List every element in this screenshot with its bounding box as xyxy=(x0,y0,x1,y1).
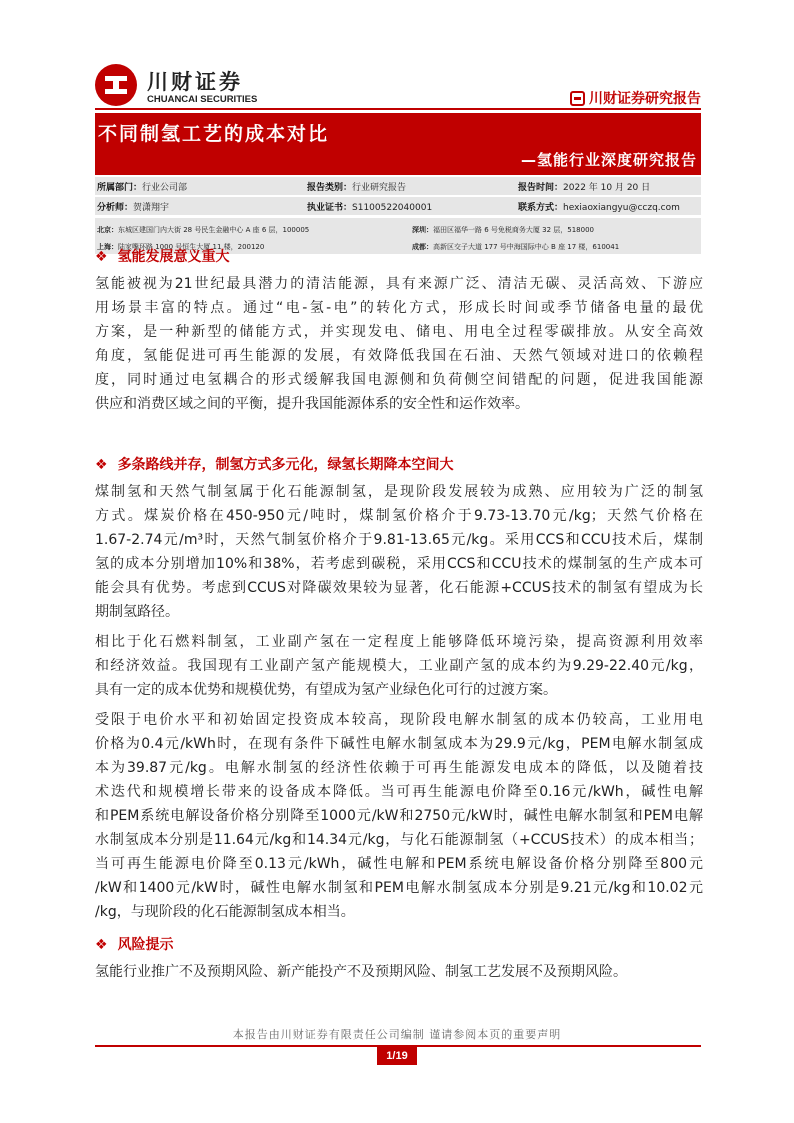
section-bullet-icon: ❖ xyxy=(95,249,108,265)
addr-shanghai: 上海：陆家嘴环路 1000 号恒生大厦 11 楼，200120 xyxy=(97,243,265,251)
text-line: /kg，与现阶段的化石能源制氢成本相当。 xyxy=(95,904,355,920)
text-line: 能会具有优势。考虑到CCUS对降碳效果较为显著，化石能源+CCUS技术的制氢有望成为长 xyxy=(95,580,703,596)
dept-info: 所属部门：行业公司部 xyxy=(97,183,188,193)
text-line: 具有一定的成本优势和规模优势，有望成为氢产业绿色化可行的过渡方案。 xyxy=(95,682,557,698)
text-line: 本为39.87元/kg。电解水制氢的经济性依赖于可再生能源发电成本的降低，以及随着技 xyxy=(95,760,703,776)
meta-row-2 xyxy=(95,197,701,215)
logo-cn-text: 川财证券 xyxy=(147,70,243,94)
text-line: 价格为0.4元/kWh时，在现有条件下碱性电解水制氢成本为29.9元/kg，PEM电解水制氢成 xyxy=(95,736,703,752)
section-heading-significance: ❖ 氢能发展意义重大 xyxy=(95,249,230,265)
date-info: 报告时间：2022 年 10 月 20 日 xyxy=(518,183,651,193)
text-line: 供应和消费区域之间的平衡，提升我国能源体系的安全性和运作效率。 xyxy=(95,396,529,412)
text-line: 用场景丰富的特点。通过“电-氢-电”的转化方式，形成长时间或季节储备电量的最优 xyxy=(95,300,703,316)
text-line: 1.67-2.74元/m³时，天然气制氢价格介于9.81-13.65元/kg。采用CCS和CCU技术后，煤制 xyxy=(95,532,703,548)
series-badge-icon xyxy=(570,91,585,106)
addr-beijing: 北京：东城区建国门内大街 28 号民生金融中心 A 座 6 层，100005 xyxy=(97,226,310,234)
report-title: 不同制氢工艺的成本对比 xyxy=(98,123,330,145)
text-line: 煤制氢和天然气制氢属于化石能源制氢，是现阶段发展较为成熟、应用较为广泛的制氢 xyxy=(95,484,703,500)
text-line: 和PEM系统电解设备价格分别降至1000元/kW和2750元/kW时，碱性电解水制氢和PEM电解 xyxy=(95,808,703,824)
text-line: 方式。煤炭价格在450-950元/吨时，煤制氢价格介于9.73-13.70元/kg；天然气价格在 xyxy=(95,508,703,524)
category-info: 报告类别：行业研究报告 xyxy=(307,183,407,193)
paragraph-significance xyxy=(95,272,703,416)
text-line: 氢能行业推广不及预期风险、新产能投产不及预期风险、制氢工艺发展不及预期风险。 xyxy=(95,964,627,980)
logo-en-text: CHUANCAI SECURITIES xyxy=(147,94,258,105)
analyst-info: 分析师：贺潇翔宇 xyxy=(97,203,170,213)
report-subtitle: —氢能行业深度研究报告 xyxy=(520,151,697,169)
paragraph-risk xyxy=(95,960,703,984)
contact-info: 联系方式：hexiaoxiangyu@cczq.com xyxy=(518,203,680,213)
text-line: 水制氢成本分别是11.64元/kg和14.34元/kg，与化石能源制氢（+CCUS技术）的成本相当； xyxy=(95,832,703,848)
report-series xyxy=(570,88,701,108)
text-line: 术迭代和规模增长带来的设备成本降低。当可再生能源电价降至0.16元/kWh，碱性电解 xyxy=(95,784,703,800)
title-band xyxy=(95,113,701,175)
text-line: 方案，是一种新型的储能方式，并实现发电、储电、用电全过程零碳排放。从安全高效 xyxy=(95,324,703,340)
text-line: 氢的成本分别增加10%和38%，若考虑到碳税，采用CCS和CCU技术的煤制氢的生产成本可 xyxy=(95,556,703,572)
section-bullet-icon: ❖ xyxy=(95,937,108,953)
section-heading-risk: ❖ 风险提示 xyxy=(95,937,174,953)
text-line: 当可再生能源电价降至0.13元/kWh，碱性电解和PEM系统电解设备价格分别降至800元 xyxy=(95,856,703,872)
text-line: 度，同时通过电氢耦合的形式缓解我国电源侧和负荷侧空间错配的问题，促进我国能源 xyxy=(95,372,703,388)
page-number: 1/19 xyxy=(377,1047,417,1065)
report-series-label: 川财证券研究报告 xyxy=(589,91,701,107)
section-bullet-icon: ❖ xyxy=(95,457,108,473)
text-line: 氢能被视为21世纪最具潜力的清洁能源，具有来源广泛、清洁无碳、灵活高效、下游应 xyxy=(95,276,703,292)
header-divider xyxy=(95,108,701,110)
section-heading-routes: ❖ 多条路线并存，制氢方式多元化，绿氢长期降本空间大 xyxy=(95,457,454,473)
text-line: 期制氢路径。 xyxy=(95,604,179,620)
paragraph-fossil-hydrogen xyxy=(95,480,703,624)
text-line: 和经济效益。我国现有工业副产氢产能规模大，工业副产氢的成本约为9.29-22.40元/kg， xyxy=(95,658,703,674)
addr-shenzhen: 深圳：福田区福华一路 6 号免税商务大厦 32 层，518000 xyxy=(412,226,594,234)
paragraph-byproduct-hydrogen xyxy=(95,630,703,702)
text-line: 角度，氢能促进可再生能源的发展，有效降低我国在石油、天然气领域对进口的依赖程 xyxy=(95,348,703,364)
text-line: 相比于化石燃料制氢，工业副产氢在一定程度上能够降低环境污染，提高资源利用效率 xyxy=(95,634,703,650)
cert-info: 执业证书：S1100522040001 xyxy=(307,203,433,213)
text-line: 受限于电价水平和初始固定投资成本较高，现阶段电解水制氢的成本仍较高，工业用电 xyxy=(95,712,703,728)
contact-email[interactable]: hexiaoxiangyu@cczq.com xyxy=(563,203,680,213)
footer-disclaimer: 本报告由川财证券有限责任公司编制 谨请参阅本页的重要声明 xyxy=(232,1028,562,1041)
chuancai-logo-icon xyxy=(95,64,137,106)
meta-row-1 xyxy=(95,177,701,195)
paragraph-electrolysis-hydrogen xyxy=(95,708,703,924)
text-line: /kW和1400元/kW时，碱性电解水制氢和PEM电解水制氢成本分别是9.21元/kg和10.02元 xyxy=(95,880,703,896)
report-header xyxy=(95,60,701,112)
report-meta xyxy=(95,177,701,215)
addr-chengdu: 成都：高新区交子大道 177 号中海国际中心 B 座 17 楼，610041 xyxy=(412,243,620,251)
